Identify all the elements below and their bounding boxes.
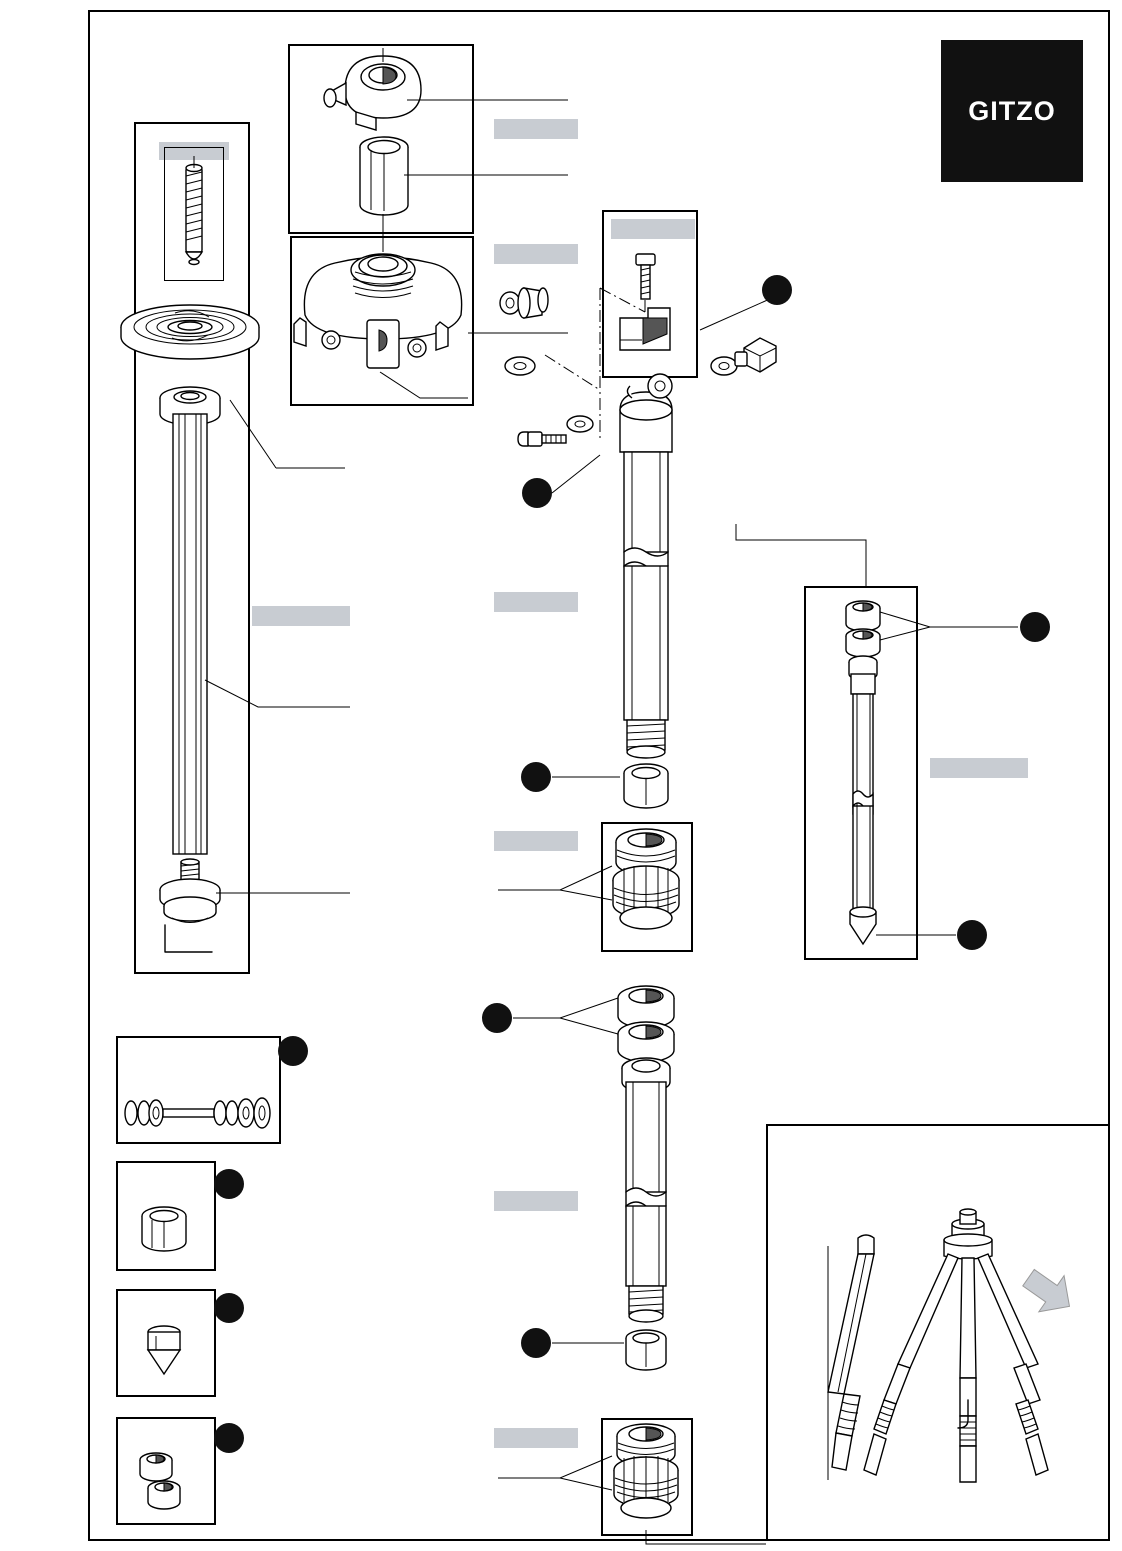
panel-tripod-overview [766, 1124, 1110, 1541]
callout-bullet-3[interactable] [521, 762, 551, 792]
callout-bullet-8[interactable] [278, 1036, 308, 1066]
grey-bar-lock-2 [494, 1428, 578, 1448]
panel-kit-hardware [116, 1036, 281, 1144]
panel-spider-detail [290, 236, 474, 406]
panel-lock-2 [601, 1418, 693, 1536]
grey-bar-spider [494, 244, 578, 264]
grey-bar-lock-1 [494, 831, 578, 851]
panel-screw-inset [164, 147, 224, 281]
callout-bullet-5[interactable] [957, 920, 987, 950]
panel-lock-1 [601, 822, 693, 952]
callout-bullet-4[interactable] [1020, 612, 1050, 642]
grey-bar-top-detail [494, 119, 578, 139]
panel-kit-collar [116, 1417, 216, 1525]
gitzo-logo [941, 40, 1083, 182]
gitzo-logo-text: GITZO [968, 95, 1056, 126]
grey-bar-leg-section-1 [494, 592, 578, 612]
callout-bullet-9[interactable] [214, 1169, 244, 1199]
panel-kit-bush [116, 1161, 216, 1271]
grey-bar-column [252, 606, 350, 626]
panel-upper-bracket [602, 210, 698, 378]
grey-bar-leg-section-2 [494, 1191, 578, 1211]
callout-bullet-2[interactable] [522, 478, 552, 508]
callout-bullet-6[interactable] [482, 1003, 512, 1033]
grey-bar-right-leg [930, 758, 1028, 778]
callout-bullet-1[interactable] [762, 275, 792, 305]
panel-top-detail [288, 44, 474, 234]
callout-bullet-10[interactable] [214, 1293, 244, 1323]
panel-kit-foot [116, 1289, 216, 1397]
callout-bullet-7[interactable] [521, 1328, 551, 1358]
callout-bullet-11[interactable] [214, 1423, 244, 1453]
panel-right-leg [804, 586, 918, 960]
